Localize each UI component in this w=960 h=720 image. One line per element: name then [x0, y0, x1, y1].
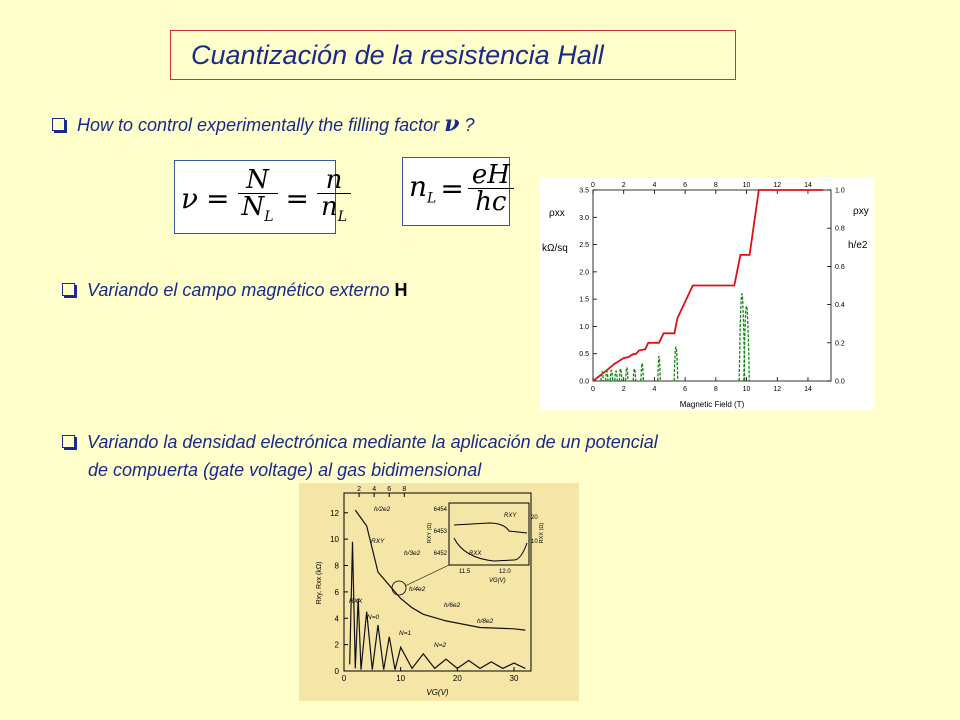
- formula2-den: hc: [475, 187, 507, 217]
- bullet-gate-voltage-line2: [88, 458, 481, 482]
- formula2-lhs-sub: L: [427, 190, 437, 207]
- plot1-series-rho-xx-peak: [626, 367, 628, 381]
- plot2-ytick-label: 8: [334, 561, 339, 571]
- formula-NL-sub: L: [264, 209, 274, 226]
- plot1-ytick-right-label: 0.4: [835, 302, 845, 310]
- plot2-ytick-label: 4: [334, 614, 339, 624]
- plot1-xtick-top-label: 8: [713, 182, 718, 189]
- plot2-annotation: h/4e2: [409, 586, 426, 593]
- plot1-ytick-right-label: 0.0: [835, 378, 845, 386]
- plot2-top-tick-label: 6: [387, 486, 392, 493]
- plot2-xlabel: VG(V): [426, 688, 449, 697]
- plot1-series-rho-xx-peak: [601, 372, 603, 381]
- plot1-ytick-right-label: 0.8: [835, 225, 845, 233]
- bullet-filling-factor: [52, 112, 474, 137]
- plot2-top-tick-label: 8: [402, 486, 407, 493]
- plot2-annotation: h/8e2: [477, 618, 494, 625]
- plot2-inset-xtick: 12.0: [499, 569, 511, 575]
- bullet-1-suffix: ?: [459, 115, 475, 135]
- bullet-2-bold: H: [394, 280, 408, 300]
- checkbox-bullet-icon: [52, 118, 65, 131]
- plot1-series-rho-xx-peak: [610, 370, 613, 381]
- formula2-lhs: n: [409, 170, 428, 204]
- formula-N: N: [238, 167, 278, 194]
- plot1-ytick-left-label: 3.0: [579, 214, 589, 222]
- plot1-ytick-left-label: 3.5: [579, 187, 589, 195]
- title-box: [170, 30, 736, 80]
- plot1-xtick-label: 4: [652, 386, 657, 393]
- plot1-series-rho-xx-peak: [739, 294, 745, 381]
- plot2-xtick-label: 0: [341, 674, 347, 683]
- plot1-ytick-left-label: 0.0: [579, 378, 589, 386]
- plot1-series-rho-xx-peak: [633, 369, 636, 381]
- plot1-ylabel-left-top: ρxx: [549, 208, 565, 219]
- bullet-magnetic-field: [62, 278, 408, 302]
- plot1-series-rho-xx-peak: [641, 363, 644, 381]
- fraction-eH-hc: [468, 162, 514, 215]
- bullet-3-line1: Variando la densidad electrónica mediante la aplicación de un potencial: [87, 432, 658, 452]
- plot1-ytick-left-label: 0.5: [579, 351, 589, 359]
- plot1-svg: [540, 178, 874, 410]
- plot1-series-rho-xy: [593, 190, 823, 381]
- bullet-3-line2: de compuerta (gate voltage) al gas bidimensional: [88, 460, 482, 480]
- plot1-xtick-top-label: 6: [683, 182, 688, 189]
- plot1-xtick-top-label: 2: [621, 182, 626, 189]
- plot2-ytick-label: 0: [334, 667, 339, 676]
- plot1-ylabel-left-unit: kΩ/sq: [542, 243, 568, 254]
- plot2-ylabel: Rxy, Rxx (kΩ): [316, 561, 323, 605]
- plot2-inset-left-tick: 6453: [433, 529, 447, 535]
- plot2-annotation: h/6e2: [444, 602, 461, 609]
- plot2-annotation: N=2: [434, 642, 447, 649]
- checkbox-bullet-icon: [62, 435, 75, 448]
- plot2-top-tick-label: 2: [357, 486, 362, 493]
- plot2-inset-xtick: 11.5: [459, 569, 471, 575]
- plot1-xtick-top-label: 4: [652, 182, 657, 189]
- plot1-ytick-left-label: 1.5: [579, 296, 589, 304]
- formula-eq-2: =: [285, 182, 310, 216]
- plot2-inset-frame: [449, 503, 529, 565]
- plot2-inset-ylabel-right: RXX (Ω): [539, 522, 545, 544]
- plot1-series-rho-xx-peak: [658, 357, 661, 381]
- plot2-inset-ylabel-left: RXY (Ω): [427, 522, 433, 544]
- plot2-annotation: h/3e2: [404, 550, 421, 557]
- hall-resistance-vs-field-plot: [540, 178, 874, 410]
- plot1-ylabel-right-unit: h/e2: [848, 240, 868, 251]
- fraction-N-NL: [238, 167, 278, 230]
- plot2-ytick-label: 10: [330, 535, 339, 545]
- plot2-ytick-label: 2: [334, 640, 339, 650]
- plot2-svg: [299, 483, 579, 701]
- plot2-annotation: N=1: [399, 630, 412, 637]
- plot2-inset-label-rxy: RXY: [504, 513, 517, 519]
- formula-eq-1: =: [206, 182, 230, 216]
- plot1-xtick-top-label: 0: [591, 182, 595, 189]
- plot2-annotation: h/2e2: [374, 506, 391, 513]
- plot2-inset-xlabel: VG(V): [489, 578, 506, 584]
- plot1-series-rho-xx-peak: [744, 306, 750, 381]
- plot1-xtick-top-label: 14: [804, 182, 812, 189]
- plot1-xtick-label: 0: [591, 386, 595, 393]
- bullet-1-text: How to control experimentally the filling factor: [77, 115, 440, 135]
- plot2-annotation: RXY: [371, 538, 385, 545]
- plot1-ylabel-right-top: ρxy: [853, 206, 869, 217]
- fraction-n-nL: [317, 167, 351, 230]
- formula-nu: ν: [181, 182, 199, 216]
- plot2-ytick-label: 6: [334, 587, 339, 597]
- plot2-xtick-label: 30: [509, 674, 519, 683]
- plot2-inset-right-tick: 10: [531, 539, 538, 545]
- plot1-ytick-right-label: 1.0: [835, 187, 845, 195]
- plot1-xlabel: Magnetic Field (T): [679, 400, 745, 409]
- formula2-eq: =: [440, 172, 464, 205]
- slide-title: Cuantización de la resistencia Hall: [191, 40, 604, 70]
- nu-symbol: ν: [444, 111, 460, 137]
- plot2-highlight-circle: [392, 581, 406, 595]
- formula-n: n: [317, 167, 351, 194]
- plot2-annotation: RXX: [349, 598, 363, 605]
- plot2-annotation: N=0: [367, 614, 380, 621]
- bullet-gate-voltage: [62, 430, 658, 454]
- plot2-top-tick-label: 4: [372, 486, 377, 493]
- formula-NL: N: [241, 192, 265, 222]
- formula-landau-density: [402, 157, 510, 226]
- plot1-series-rho-xx-peak: [615, 371, 618, 381]
- plot2-inset-left-tick: 6452: [433, 551, 447, 557]
- formula-filling-factor: [174, 160, 348, 234]
- plot1-series-rho-xx-peak: [674, 347, 678, 381]
- plot1-xtick-label: 8: [713, 386, 718, 393]
- resistance-vs-gate-voltage-plot: [299, 483, 579, 701]
- formula-nL-sub: L: [337, 209, 348, 226]
- plot1-ytick-right-label: 0.2: [835, 340, 845, 348]
- plot1-xtick-label: 2: [621, 386, 626, 393]
- plot1-xtick-label: 12: [773, 386, 782, 393]
- plot1-xtick-label: 14: [804, 386, 812, 393]
- plot2-inset-right-tick: 20: [531, 515, 538, 521]
- plot1-series-rho-xx-peak: [619, 369, 622, 381]
- plot2-inset-label-rxx: RXX: [469, 551, 482, 557]
- plot1-xtick-label: 10: [742, 386, 751, 393]
- plot2-inset-left-tick: 6454: [433, 507, 447, 513]
- plot1-xtick-top-label: 10: [742, 182, 751, 189]
- plot2-xtick-label: 10: [396, 674, 406, 683]
- plot1-ytick-left-label: 1.0: [579, 323, 589, 331]
- plot1-ytick-left-label: 2.0: [579, 269, 589, 277]
- plot1-xtick-label: 6: [683, 386, 688, 393]
- plot1-ytick-right-label: 0.6: [835, 263, 845, 271]
- bullet-2-text: Variando el campo magnético externo: [87, 280, 395, 300]
- plot1-series-rho-xx-peak: [606, 371, 608, 381]
- plot1-xtick-top-label: 12: [773, 182, 782, 189]
- formula-nL: n: [321, 192, 338, 222]
- plot2-ytick-label: 12: [330, 508, 339, 518]
- formula2-num: eH: [468, 162, 514, 189]
- plot2-xtick-label: 20: [452, 674, 462, 683]
- checkbox-bullet-icon: [62, 283, 75, 296]
- plot1-ytick-left-label: 2.5: [579, 242, 589, 250]
- plot2-inset-pointer: [405, 565, 449, 586]
